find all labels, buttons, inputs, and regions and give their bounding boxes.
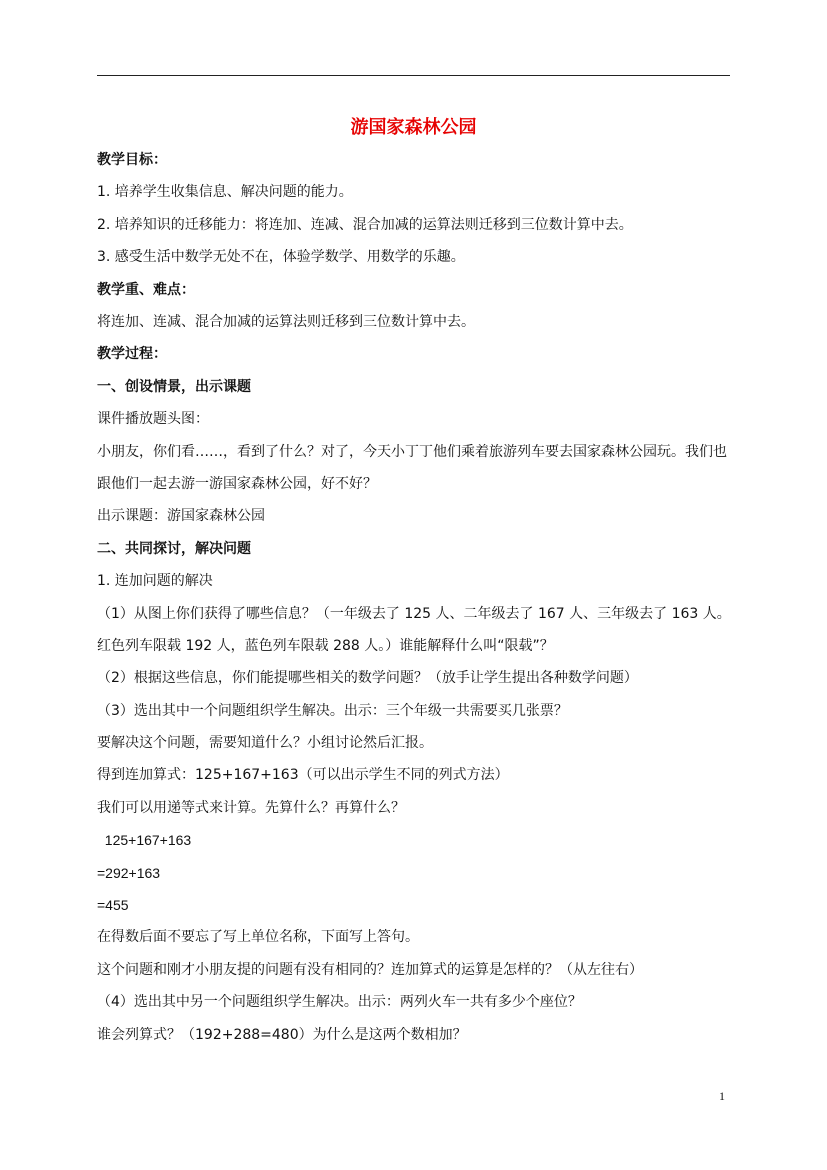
page-title: 游国家森林公园 xyxy=(350,117,477,138)
section-heading: 教学重、难点： xyxy=(97,281,195,298)
section-heading: 教学目标： xyxy=(97,152,167,168)
paragraph-line: 这个问题和刚才小朋友提的问题有没有相同的？连加算式的运算是怎样的？（从左往右） xyxy=(97,961,643,978)
paragraph-line: （3）选出其中一个问题组织学生解决。出示：三个年级一共需要买几张票？ xyxy=(97,702,568,719)
paragraph-line: （4）选出其中另一个问题组织学生解决。出示：两列火车一共有多少个座位？ xyxy=(97,994,582,1011)
paragraph-line: 得到连加算式：125+167+163（可以出示学生不同的列式方法） xyxy=(97,767,509,784)
paragraph-line: 1. 连加问题的解决 xyxy=(97,573,213,590)
paragraph-line: 课件播放题头图： xyxy=(97,411,209,428)
paragraph-line: 在得数后面不要忘了写上单位名称，下面写上答句。 xyxy=(97,929,419,946)
paragraph-line: 出示课题：游国家森林公园 xyxy=(97,508,265,525)
section-heading: 一、创设情景，出示课题 xyxy=(97,378,251,395)
header-rule xyxy=(97,75,730,76)
calculation-line: 125+167+163 xyxy=(97,832,192,849)
calculation-line: =292+163 xyxy=(97,864,161,881)
paragraph-line: 要解决这个问题，需要知道什么？小组讨论然后汇报。 xyxy=(97,735,433,752)
paragraph-line: 2. 培养知识的迁移能力：将连加、连减、混合加减的运算法则迁移到三位数计算中去。 xyxy=(97,216,633,233)
paragraph-line: 谁会列算式？（192+288=480）为什么是这两个数相加？ xyxy=(97,1026,467,1043)
paragraph-line: 3. 感受生活中数学无处不在，体验学数学、用数学的乐趣。 xyxy=(97,249,465,266)
document-body xyxy=(97,148,733,1055)
paragraph-line: （2）根据这些信息，你们能提哪些相关的数学问题？（放手让学生提出各种数学问题） xyxy=(97,670,638,687)
paragraph-line: 将连加、连减、混合加减的运算法则迁移到三位数计算中去。 xyxy=(97,313,475,330)
paragraph-line: 1. 培养学生收集信息、解决问题的能力。 xyxy=(97,184,353,201)
paragraph-line: 小朋友，你们看……，看到了什么？对了，今天小丁丁他们乘着旅游列车要去国家森林公园玩。我们也跟他们一起去游一游国家森林公园，好不好？ xyxy=(97,443,727,492)
calculation-line: =455 xyxy=(97,897,129,914)
section-heading: 教学过程： xyxy=(97,346,167,363)
page-number: 1 xyxy=(719,1089,725,1103)
paragraph-line: （1）从图上你们获得了哪些信息？（一年级去了 125 人、二年级去了 167 人、三年级去了 163 人。红色列车限载 192 人，蓝色列车限载 288 人。）谁能解释什么叫“限载”？ xyxy=(97,605,731,654)
section-heading: 二、共同探讨，解决问题 xyxy=(97,540,251,557)
paragraph-line: 我们可以用递等式来计算。先算什么？再算什么？ xyxy=(97,799,405,816)
